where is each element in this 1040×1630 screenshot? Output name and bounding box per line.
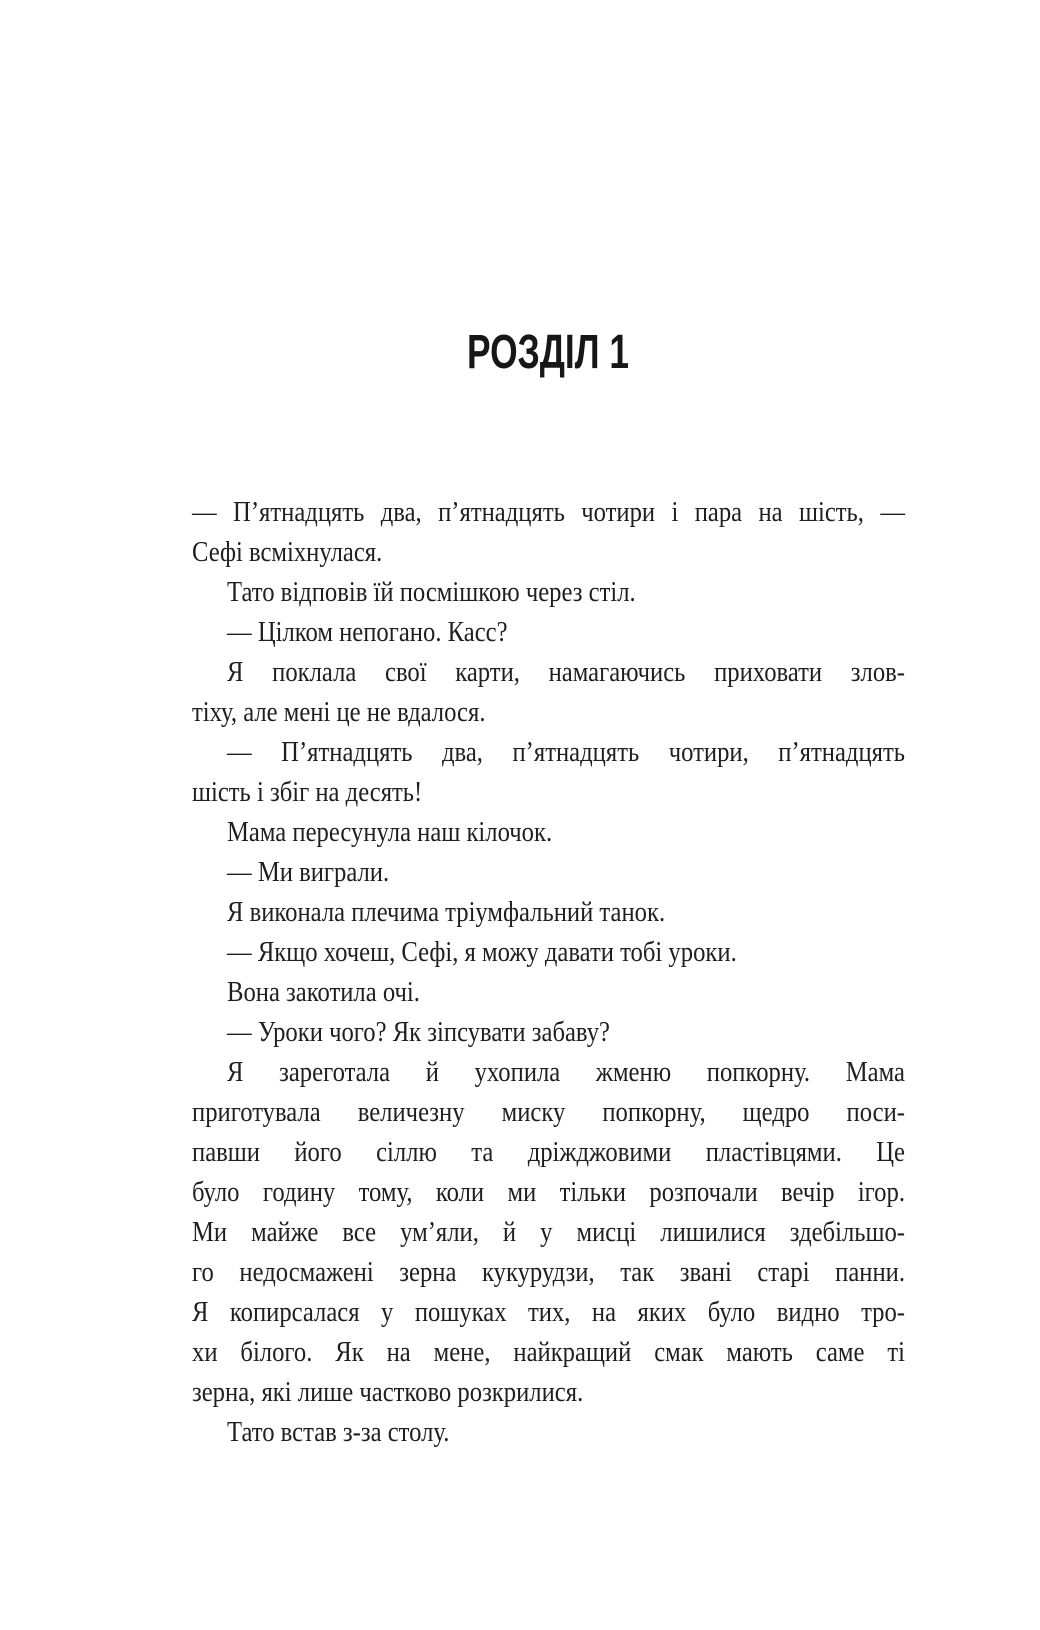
- text-line: було годину тому, коли ми тільки розпочали вечір ігор.: [192, 1176, 906, 1208]
- text-line: Я поклала свої карти, намагаючись приховати злов-: [227, 656, 905, 688]
- text-line: приготувала величезну миску попкорну, щедро поси-: [192, 1096, 906, 1128]
- text-line: Я виконала плечима тріумфальний танок.: [227, 896, 666, 928]
- text-line: тіху, але мені це не вдалося.: [192, 696, 486, 728]
- text-line: Ми майже все ум’яли, й у мисці лишилися здебільшо-: [192, 1216, 906, 1248]
- text-line: — П’ятнадцять два, п’ятнадцять чотири і пара на шість, —: [192, 496, 905, 528]
- text-line: Вона закотила очі.: [227, 976, 420, 1008]
- text-line: Сефі всміхнулася.: [192, 536, 383, 568]
- text-line: зерна, які лише частково розкрилися.: [192, 1376, 584, 1408]
- text-line: Мама пересунула наш кілочок.: [227, 816, 553, 848]
- text-line: го недосмажені зерна кукурудзи, так звані старі панни.: [192, 1256, 906, 1288]
- text-line: — П’ятнадцять два, п’ятнадцять чотири, п’ятнадцять: [227, 736, 905, 768]
- text-line: — Якщо хочеш, Сефі, я можу давати тобі уроки.: [227, 936, 737, 968]
- chapter-heading: [192, 326, 905, 379]
- text-line: хи білого. Як на мене, найкращий смак мають саме ті: [192, 1336, 906, 1368]
- text-line: шість і збіг на десять!: [192, 776, 423, 808]
- text-line: Тато встав з-за столу.: [227, 1416, 450, 1448]
- chapter-heading-text: РОЗДІЛ 1: [467, 326, 630, 379]
- text-line: Я копирсалася у пошуках тих, на яких було видно тро-: [192, 1296, 906, 1328]
- text-line: Тато відповів їй посмішкою через стіл.: [227, 576, 636, 608]
- chapter-body: [192, 492, 905, 1452]
- text-line: Я зареготала й ухопила жменю попкорну. Мама: [227, 1056, 906, 1088]
- text-line: павши його сіллю та дріжджовими пластівцями. Це: [192, 1136, 906, 1168]
- text-line: — Уроки чого? Як зіпсувати забаву?: [227, 1016, 610, 1048]
- text-line: — Цілком непогано. Касс?: [227, 616, 508, 648]
- text-line: — Ми виграли.: [227, 856, 390, 888]
